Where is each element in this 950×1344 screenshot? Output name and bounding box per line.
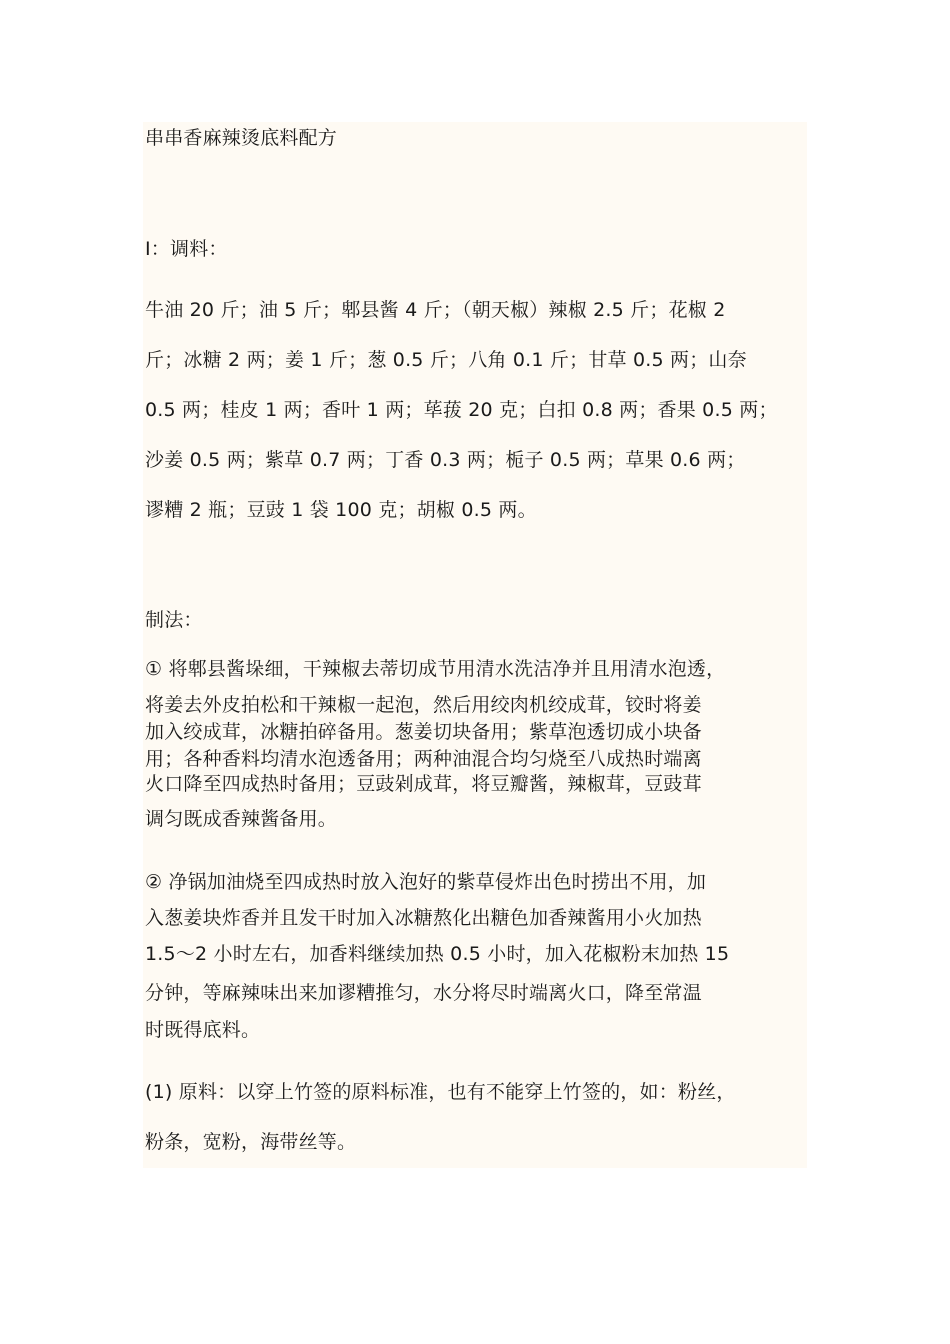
ingredients-line: 0.5 两；桂皮 1 两；香叶 1 两；荜菝 20 克；白扣 0.8 两；香果 0.5 两； (145, 399, 778, 421)
document-title: 串串香麻辣烫底料配方 (145, 127, 338, 149)
method-step-2-line: 分钟，等麻辣味出来加谬糟推匀，水分将尽时端离火口，降至常温 (145, 982, 702, 1004)
ingredients-line: 谬糟 2 瓶；豆豉 1 袋 100 克；胡椒 0.5 两。 (145, 499, 537, 521)
method-step-1-line: 加入绞成茸，冰糖拍碎备用。葱姜切块备用；紫草泡透切成小块备 (145, 721, 702, 743)
method-step-1-line: 用；各种香料均清水泡透备用；两种油混合均匀烧至八成热时端离 (145, 748, 702, 770)
ingredients-heading: I：调料： (145, 238, 228, 260)
method-step-1-line: 调匀既成香辣酱备用。 (145, 808, 338, 830)
method-step-2-line: 入葱姜块炸香并且发干时加入冰糖熬化出糖色加香辣酱用小火加热 (145, 907, 702, 929)
method-heading: 制法： (145, 609, 203, 631)
raw-materials-line: 粉条，宽粉，海带丝等。 (145, 1131, 357, 1153)
raw-materials-line: (1) 原料：以穿上竹签的原料标准，也有不能穿上竹签的，如：粉丝， (145, 1081, 736, 1103)
ingredients-line: 牛油 20 斤；油 5 斤；郫县酱 4 斤；（朝天椒）辣椒 2.5 斤；花椒 2 (145, 299, 726, 321)
ingredients-line: 沙姜 0.5 两；紫草 0.7 两；丁香 0.3 两；栀子 0.5 两；草果 0.6 两； (145, 449, 746, 471)
method-step-2-line: 时既得底料。 (145, 1019, 261, 1041)
method-step-1-line: 火口降至四成热时备用；豆豉剁成茸，将豆瓣酱，辣椒茸，豆豉茸 (145, 773, 702, 795)
ingredients-line: 斤；冰糖 2 两；姜 1 斤；葱 0.5 斤；八角 0.1 斤；甘草 0.5 两；山奈 (145, 349, 747, 371)
method-step-1-line: ① 将郫县酱垛细，干辣椒去蒂切成节用清水洗洁净并且用清水泡透， (145, 658, 726, 680)
method-step-2-line: ② 净锅加油烧至四成热时放入泡好的紫草侵炸出色时捞出不用，加 (145, 871, 707, 893)
document-page-area (143, 122, 807, 1168)
method-step-2-line: 1.5～2 小时左右，加香料继续加热 0.5 小时，加入花椒粉末加热 15 (145, 943, 730, 965)
method-step-1-line: 将姜去外皮拍松和干辣椒一起泡，然后用绞肉机绞成茸，铰时将姜 (145, 694, 702, 716)
